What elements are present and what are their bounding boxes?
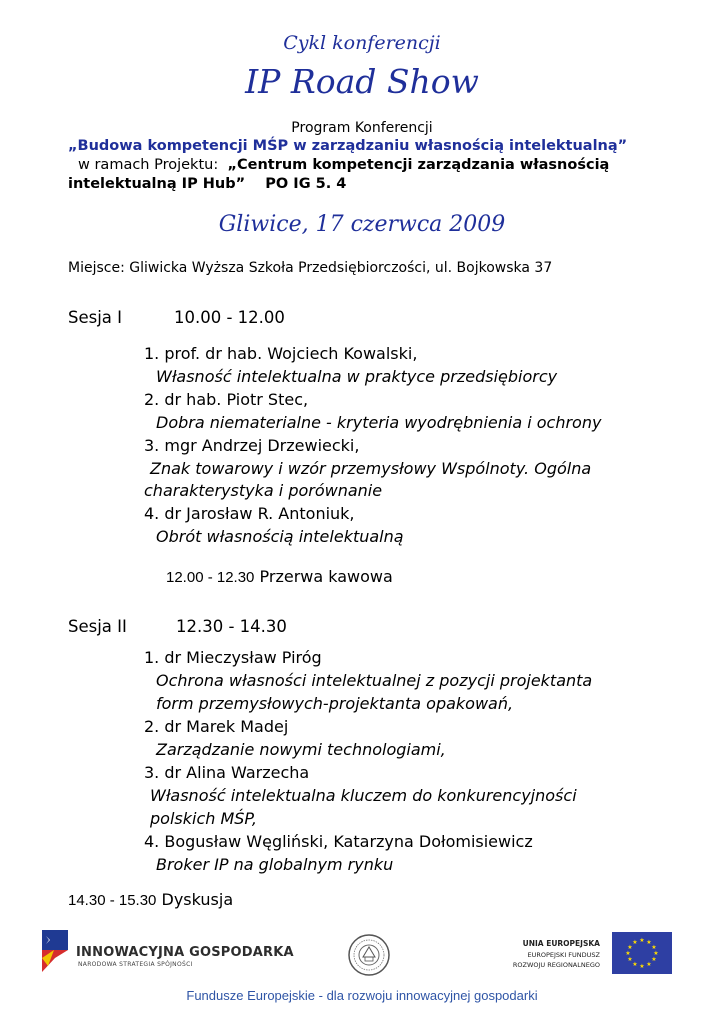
eu-label-2: EUROPEJSKI FUNDUSZ (527, 951, 600, 959)
talk-topic: form przemysłowych-projektanta opakowań, (156, 694, 514, 713)
ig-logo-name: INNOWACYJNA GOSPODARKA (76, 945, 294, 960)
talk-speaker: 2. dr hab. Piotr Stec, (144, 390, 309, 409)
talk-topic: charakterystyka i porównanie (144, 481, 383, 500)
svg-text:★: ★ (639, 937, 645, 944)
svg-text:★: ★ (653, 950, 659, 957)
session-2-name: Sesja II (68, 617, 127, 636)
project-name-2: intelektualną IP Hub” PO IG 5. 4 (68, 176, 347, 192)
venue: Miejsce: Gliwicka Wyższa Szkoła Przedsiębiorczości, ul. Bojkowska 37 (68, 260, 553, 276)
discussion (68, 890, 233, 909)
program-title: „Budowa kompetencji MŚP w zarządzaniu własnością intelektualną” (68, 138, 628, 154)
discussion-label: Dyskusja (161, 890, 234, 909)
ig-logo-subtitle: NARODOWA STRATEGIA SPÓJNOŚCI (78, 961, 193, 968)
talk-speaker: 1. dr Mieczysław Piróg (144, 648, 322, 667)
eu-label-3: ROZWOJU REGIONALNEGO (512, 961, 600, 969)
svg-text:★: ★ (646, 961, 652, 968)
cycle-title: Cykl konferencji (283, 32, 441, 54)
coffee-break-label: Przerwa kawowa (259, 567, 393, 586)
svg-text:★: ★ (632, 961, 638, 968)
talk-speaker: 3. mgr Andrzej Drzewiecki, (144, 436, 360, 455)
talk-speaker: 4. Bogusław Węgliński, Katarzyna Dołomisiewicz (144, 832, 533, 851)
svg-text:★: ★ (646, 939, 652, 946)
svg-text:★: ★ (627, 956, 633, 963)
project-prefix: w ramach Projektu: (78, 157, 219, 173)
project-line-1 (78, 157, 609, 173)
eu-label-1: UNIA EUROPEJSKA (522, 939, 600, 948)
session-1-header (68, 308, 368, 327)
talk-speaker: 3. dr Alina Warzecha (144, 763, 310, 782)
talk-topic: Zarządzanie nowymi technologiami, (156, 740, 446, 759)
program-label: Program Konferencji (291, 120, 433, 136)
event-title: IP Road Show (245, 62, 479, 101)
talk-topic: Obrót własnością intelektualną (156, 527, 404, 546)
city-date: Gliwice, 17 czerwca 2009 (218, 212, 506, 237)
talk-speaker: 4. dr Jarosław R. Antoniuk, (144, 504, 355, 523)
eu-flag-icon (612, 932, 672, 974)
svg-text:★: ★ (651, 944, 657, 951)
session-2-time: 12.30 - 14.30 (176, 617, 287, 636)
footer-tagline: Fundusze Europejskie - dla rozwoju innowacyjnej gospodarki (186, 988, 538, 1003)
discussion-time: 14.30 - 15.30 (68, 892, 157, 909)
talk-topic: Własność intelektualna kluczem do konkurencyjności (150, 786, 577, 805)
session-2-header (68, 617, 368, 636)
coffee-break-time: 12.00 - 12.30 (166, 569, 255, 586)
coffee-break (166, 567, 393, 586)
session-1-name: Sesja I (68, 308, 123, 327)
innovative-economy-logo-icon (40, 928, 70, 974)
university-seal-icon (347, 933, 391, 977)
svg-text:★: ★ (627, 944, 633, 951)
svg-text:★: ★ (625, 950, 631, 957)
svg-text:★: ★ (651, 956, 657, 963)
svg-text:★: ★ (632, 939, 638, 946)
project-name-1: „Centrum kompetencji zarządzania własnością (227, 157, 610, 173)
talk-topic: polskich MŚP, (150, 809, 257, 828)
talk-topic: Dobra niematerialne - kryteria wyodrębnienia i ochrony (156, 413, 602, 432)
talk-topic: Własność intelektualna w praktyce przedsiębiorcy (156, 367, 558, 386)
talk-topic: Ochrona własności intelektualnej z pozycji projektanta (156, 671, 593, 690)
talk-topic: Znak towarowy i wzór przemysłowy Wspólnoty. Ogólna (150, 459, 592, 478)
session-1-time: 10.00 - 12.00 (174, 308, 285, 327)
talk-speaker: 2. dr Marek Madej (144, 717, 289, 736)
talk-speaker: 1. prof. dr hab. Wojciech Kowalski, (144, 344, 418, 363)
talk-topic: Broker IP na globalnym rynku (156, 855, 394, 874)
svg-text:★: ★ (639, 963, 645, 970)
